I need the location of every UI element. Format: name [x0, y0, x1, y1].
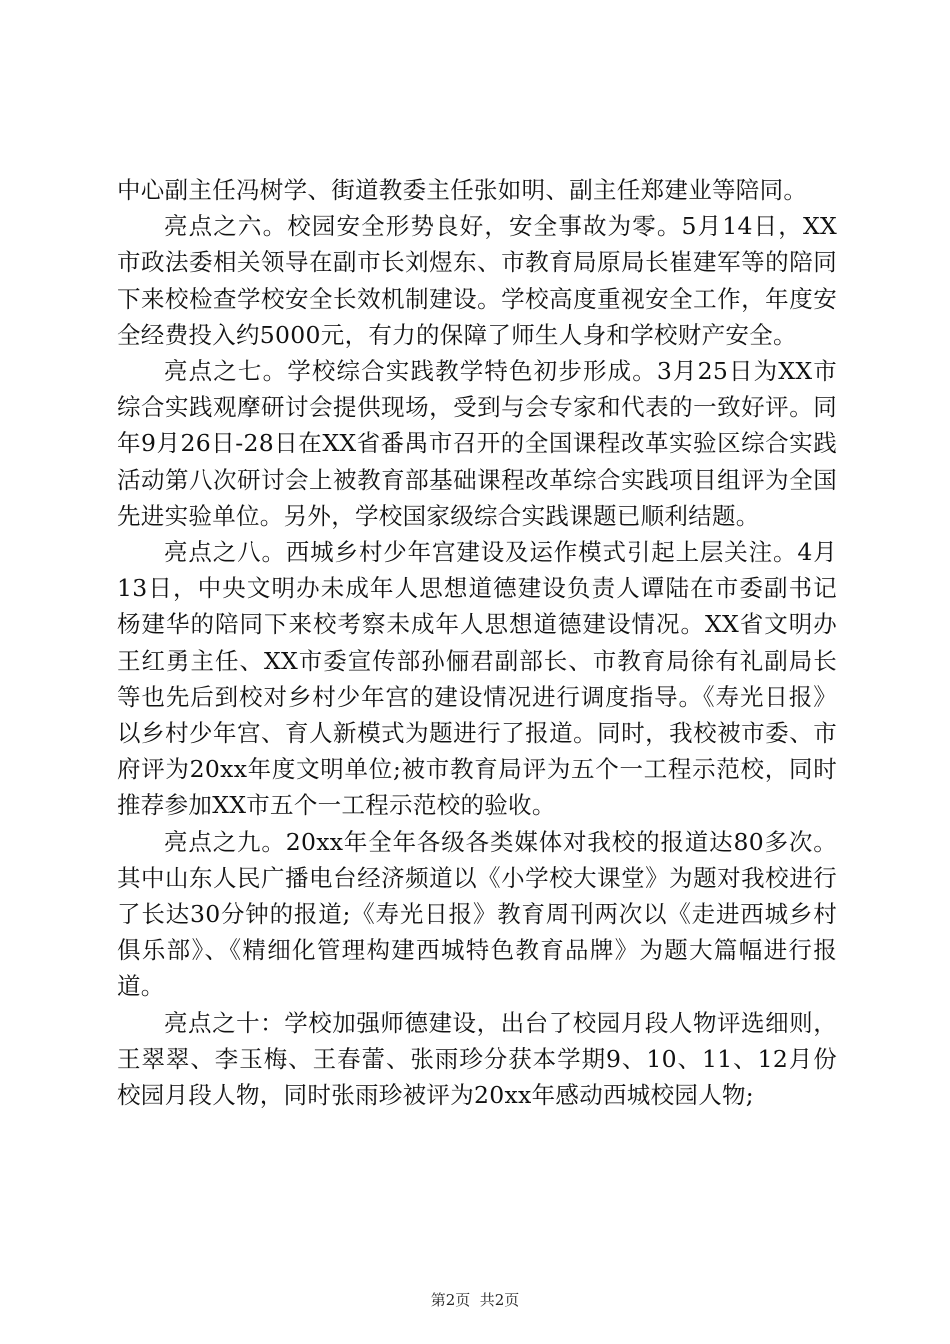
page-footer [0, 1290, 950, 1310]
paragraph-highlight-6: 亮点之六。校园安全形势良好，安全事故为零。5月14日，XX市政法委相关领导在副市长刘煜东、市教育局原局长崔建军等的陪同下来校检查学校安全长效机制建设。学校高度重视安全工作，年度安全经费投入约5000元，有力的保障了师生人身和学校财产安全。 [117, 212, 837, 349]
paragraph-highlight-10: 亮点之十：学校加强师德建设，出台了校园月段人物评选细则，王翠翠、李玉梅、王春蕾、张雨珍分获本学期9、10、11、12月份校园月段人物，同时张雨珍被评为20xx年感动西城校园人物; [117, 1008, 837, 1110]
paragraph-highlight-7: 亮点之七。学校综合实践教学特色初步形成。3月25日为XX市综合实践观摩研讨会提供现场，受到与会专家和代表的一致好评。同年9月26日-28日在XX省番禺市召开的全国课程改革实验区综合实践活动第八次研讨会上被教育部基础课程改革综合实践项目组评为全国先进实验单位。另外，学校国家级综合实践课题已顺利结题。 [117, 357, 837, 530]
page-number: 第2页 共2页 [430, 1291, 520, 1309]
paragraph-highlight-8: 亮点之八。西城乡村少年宫建设及运作模式引起上层关注。4月13日，中央文明办未成年人思想道德建设负责人谭陆在市委副书记杨建华的陪同下来校考察未成年人思想道德建设情况。XX省文明办王红勇主任、XX市委宣传部孙俪君副部长、市教育局徐有礼副局长等也先后到校对乡村少年宫的建设情况进行调度指导。《寿光日报》以乡村少年宫、育人新模式为题进行了报道。同时，我校被市委、市府评为20xx年度文明单位;被市教育局评为五个一工程示范校，同时推荐参加XX市五个一工程示范校的验收。 [117, 538, 837, 820]
document-body [117, 172, 837, 1113]
paragraph-highlight-9: 亮点之九。20xx年全年各级各类媒体对我校的报道达80多次。其中山东人民广播电台经济频道以《小学校大课堂》为题对我校进行了长达30分钟的报道;《寿光日报》教育周刊两次以《走进西城乡村俱乐部》、《精细化管理构建西城特色教育品牌》为题大篇幅进行报道。 [117, 827, 837, 1001]
paragraph-continuation: 中心副主任冯树学、街道教委主任张如明、副主任郑建业等陪同。 [117, 176, 808, 204]
